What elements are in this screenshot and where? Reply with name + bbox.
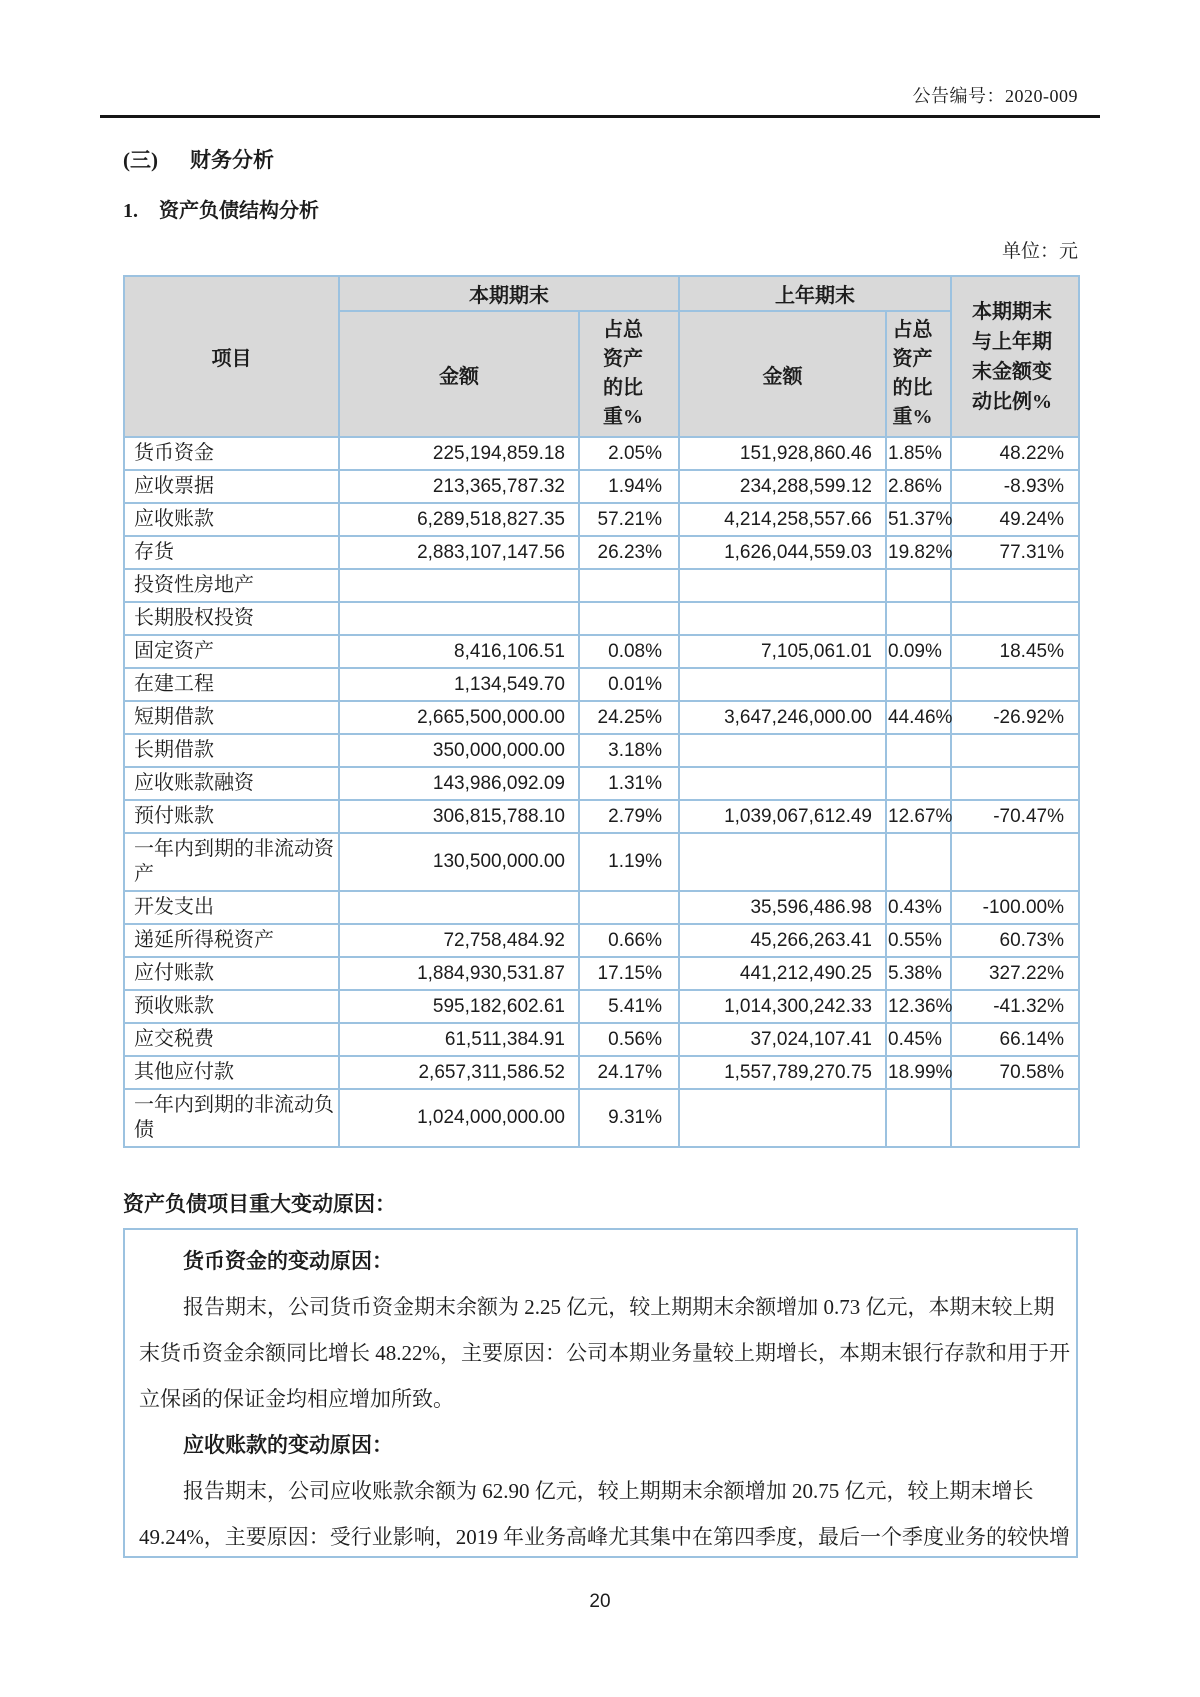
row-current-ratio: 0.01% (579, 668, 679, 701)
table-row (124, 990, 1079, 1023)
row-item-label: 短期借款 (124, 701, 339, 734)
table-row (124, 536, 1079, 569)
row-prior-ratio (886, 1089, 951, 1147)
row-current-ratio: 5.41% (579, 990, 679, 1023)
row-current-ratio: 1.19% (579, 833, 679, 891)
row-current-amount: 130,500,000.00 (339, 833, 579, 891)
subsection-title: 资产负债结构分析 (159, 200, 319, 222)
row-change-ratio: 18.45% (951, 635, 1079, 668)
row-prior-amount: 1,014,300,242.33 (679, 990, 886, 1023)
row-change-ratio (951, 734, 1079, 767)
row-prior-amount: 1,557,789,270.75 (679, 1056, 886, 1089)
row-item-label: 应收账款 (124, 503, 339, 536)
row-prior-amount: 37,024,107.41 (679, 1023, 886, 1056)
table-row (124, 1023, 1079, 1056)
row-item-label: 应交税费 (124, 1023, 339, 1056)
table-row (124, 635, 1079, 668)
row-current-amount: 143,986,092.09 (339, 767, 579, 800)
row-current-amount: 213,365,787.32 (339, 470, 579, 503)
table-row (124, 734, 1079, 767)
header-current-amount: 金额 (339, 311, 579, 437)
row-item-label: 货币资金 (124, 437, 339, 470)
row-current-ratio: 0.08% (579, 635, 679, 668)
section-title: 财务分析 (190, 148, 274, 172)
row-change-ratio (951, 569, 1079, 602)
row-change-ratio (951, 1089, 1079, 1147)
row-change-ratio: 327.22% (951, 957, 1079, 990)
row-current-ratio (579, 602, 679, 635)
row-change-ratio: 48.22% (951, 437, 1079, 470)
row-change-ratio (951, 602, 1079, 635)
notes-box (123, 1228, 1078, 1558)
row-prior-amount (679, 569, 886, 602)
table-row (124, 569, 1079, 602)
row-prior-ratio: 12.36% (886, 990, 951, 1023)
row-prior-ratio: 5.38% (886, 957, 951, 990)
row-prior-amount: 1,039,067,612.49 (679, 800, 886, 833)
row-prior-ratio: 0.09% (886, 635, 951, 668)
row-item-label: 开发支出 (124, 891, 339, 924)
row-item-label: 应收票据 (124, 470, 339, 503)
subsection-heading (123, 194, 1200, 223)
row-current-amount: 8,416,106.51 (339, 635, 579, 668)
table-row (124, 602, 1079, 635)
table-row (124, 767, 1079, 800)
row-current-ratio (579, 891, 679, 924)
row-current-ratio: 26.23% (579, 536, 679, 569)
row-prior-amount (679, 833, 886, 891)
row-change-ratio: 60.73% (951, 924, 1079, 957)
header-rule (100, 115, 1100, 118)
row-change-ratio (951, 833, 1079, 891)
row-item-label: 其他应付款 (124, 1056, 339, 1089)
row-prior-amount: 441,212,490.25 (679, 957, 886, 990)
row-prior-amount (679, 734, 886, 767)
row-current-amount: 61,511,384.91 (339, 1023, 579, 1056)
row-item-label: 长期股权投资 (124, 602, 339, 635)
row-current-ratio: 0.56% (579, 1023, 679, 1056)
row-prior-ratio: 19.82% (886, 536, 951, 569)
table-row (124, 800, 1079, 833)
row-prior-amount: 234,288,599.12 (679, 470, 886, 503)
notes-text-line: 报告期末，公司货币资金期末余额为 2.25 亿元，较上期期末余额增加 0.73 亿元，本期末较上期 (183, 1295, 1055, 1319)
row-current-ratio: 3.18% (579, 734, 679, 767)
row-item-label: 存货 (124, 536, 339, 569)
row-current-amount: 350,000,000.00 (339, 734, 579, 767)
row-prior-ratio (886, 767, 951, 800)
row-current-amount (339, 569, 579, 602)
header-prior-ratio: 占总资产的比重% (886, 311, 951, 437)
row-item-label: 投资性房地产 (124, 569, 339, 602)
table-row (124, 701, 1079, 734)
row-change-ratio: -70.47% (951, 800, 1079, 833)
row-current-amount: 2,665,500,000.00 (339, 701, 579, 734)
row-change-ratio: -8.93% (951, 470, 1079, 503)
row-prior-amount: 45,266,263.41 (679, 924, 886, 957)
row-item-label: 固定资产 (124, 635, 339, 668)
row-prior-ratio: 44.46% (886, 701, 951, 734)
row-prior-ratio (886, 833, 951, 891)
row-prior-ratio: 18.99% (886, 1056, 951, 1089)
row-current-ratio: 57.21% (579, 503, 679, 536)
row-current-amount (339, 602, 579, 635)
row-change-ratio (951, 668, 1079, 701)
row-current-ratio: 0.66% (579, 924, 679, 957)
row-item-label: 一年内到期的非流动负债 (124, 1089, 339, 1147)
row-current-ratio: 2.05% (579, 437, 679, 470)
row-current-amount: 6,289,518,827.35 (339, 503, 579, 536)
row-item-label: 预收账款 (124, 990, 339, 1023)
header-prior-period: 上年期末 (679, 276, 951, 311)
row-change-ratio (951, 767, 1079, 800)
row-item-label: 长期借款 (124, 734, 339, 767)
row-current-amount: 1,134,549.70 (339, 668, 579, 701)
table-row (124, 891, 1079, 924)
table-row (124, 470, 1079, 503)
notes-text-line: 49.24%，主要原因：受行业影响，2019 年业务高峰尤其集中在第四季度，最后一个季度业务的较快增 (139, 1525, 1070, 1549)
table-row (124, 437, 1079, 470)
row-current-amount: 595,182,602.61 (339, 990, 579, 1023)
row-prior-ratio (886, 569, 951, 602)
notes-text-line: 末货币资金余额同比增长 48.22%，主要原因：公司本期业务量较上期增长，本期末银行存款和用于开 (139, 1341, 1070, 1365)
row-prior-amount: 7,105,061.01 (679, 635, 886, 668)
row-item-label: 应收账款融资 (124, 767, 339, 800)
table-body (124, 437, 1079, 1147)
row-change-ratio: -41.32% (951, 990, 1079, 1023)
row-current-ratio: 1.31% (579, 767, 679, 800)
balance-sheet-table (123, 275, 1080, 1148)
row-item-label: 递延所得税资产 (124, 924, 339, 957)
table-row (124, 924, 1079, 957)
row-current-amount: 2,657,311,586.52 (339, 1056, 579, 1089)
row-change-ratio: -100.00% (951, 891, 1079, 924)
header-current-ratio: 占总资产的比重% (579, 311, 679, 437)
row-prior-amount (679, 767, 886, 800)
row-prior-ratio: 2.86% (886, 470, 951, 503)
doc-header (123, 0, 1078, 108)
row-change-ratio: -26.92% (951, 701, 1079, 734)
row-current-ratio: 9.31% (579, 1089, 679, 1147)
table-row (124, 833, 1079, 891)
row-change-ratio: 66.14% (951, 1023, 1079, 1056)
row-prior-amount: 4,214,258,557.66 (679, 503, 886, 536)
row-change-ratio: 77.31% (951, 536, 1079, 569)
row-prior-ratio (886, 734, 951, 767)
header-item: 项目 (124, 276, 339, 437)
row-prior-ratio: 1.85% (886, 437, 951, 470)
row-current-amount: 225,194,859.18 (339, 437, 579, 470)
notes-text-line: 报告期末，公司应收账款余额为 62.90 亿元，较上期期末余额增加 20.75 亿元，较上期末增长 (183, 1479, 1034, 1503)
table-header (124, 276, 1079, 437)
row-current-amount: 1,024,000,000.00 (339, 1089, 579, 1147)
notes-text-line: 应收账款的变动原因： (183, 1433, 393, 1457)
row-change-ratio: 49.24% (951, 503, 1079, 536)
row-current-ratio: 1.94% (579, 470, 679, 503)
section-number: (三) (123, 148, 158, 172)
doc-number: 公告编号：2020-009 (912, 86, 1078, 106)
row-current-amount (339, 891, 579, 924)
row-current-ratio: 24.17% (579, 1056, 679, 1089)
row-prior-ratio: 51.37% (886, 503, 951, 536)
row-prior-amount: 3,647,246,000.00 (679, 701, 886, 734)
row-prior-amount: 151,928,860.46 (679, 437, 886, 470)
section-heading (123, 144, 1200, 174)
row-current-amount: 72,758,484.92 (339, 924, 579, 957)
row-item-label: 预付账款 (124, 800, 339, 833)
header-current-period: 本期期末 (339, 276, 679, 311)
row-item-label: 应付账款 (124, 957, 339, 990)
row-current-ratio: 17.15% (579, 957, 679, 990)
row-prior-amount (679, 1089, 886, 1147)
page-number: 20 (589, 1591, 611, 1612)
row-prior-ratio: 0.45% (886, 1023, 951, 1056)
row-current-ratio: 24.25% (579, 701, 679, 734)
unit-label: 单位：元 (1001, 241, 1078, 262)
row-prior-ratio: 0.55% (886, 924, 951, 957)
table-row (124, 668, 1079, 701)
row-item-label: 一年内到期的非流动资产 (124, 833, 339, 891)
notes-text-line: 立保函的保证金均相应增加所致。 (139, 1387, 454, 1411)
row-prior-amount (679, 602, 886, 635)
notes-title: 资产负债项目重大变动原因： (123, 1192, 396, 1216)
row-current-amount: 1,884,930,531.87 (339, 957, 579, 990)
row-current-amount: 2,883,107,147.56 (339, 536, 579, 569)
row-item-label: 在建工程 (124, 668, 339, 701)
table-row (124, 1089, 1079, 1147)
table-row (124, 503, 1079, 536)
notes-text-line: 货币资金的变动原因： (183, 1249, 393, 1273)
row-prior-amount: 1,626,044,559.03 (679, 536, 886, 569)
row-change-ratio: 70.58% (951, 1056, 1079, 1089)
row-prior-amount (679, 668, 886, 701)
row-current-ratio: 2.79% (579, 800, 679, 833)
row-prior-ratio: 0.43% (886, 891, 951, 924)
subsection-number: 1. (123, 200, 138, 222)
table-row (124, 1056, 1079, 1089)
row-current-amount: 306,815,788.10 (339, 800, 579, 833)
row-current-ratio (579, 569, 679, 602)
row-prior-amount: 35,596,486.98 (679, 891, 886, 924)
row-prior-ratio: 12.67% (886, 800, 951, 833)
header-change-ratio: 本期期末与上年期末金额变动比例% (951, 276, 1079, 437)
table-row (124, 957, 1079, 990)
row-prior-ratio (886, 668, 951, 701)
row-prior-ratio (886, 602, 951, 635)
header-prior-amount: 金额 (679, 311, 886, 437)
